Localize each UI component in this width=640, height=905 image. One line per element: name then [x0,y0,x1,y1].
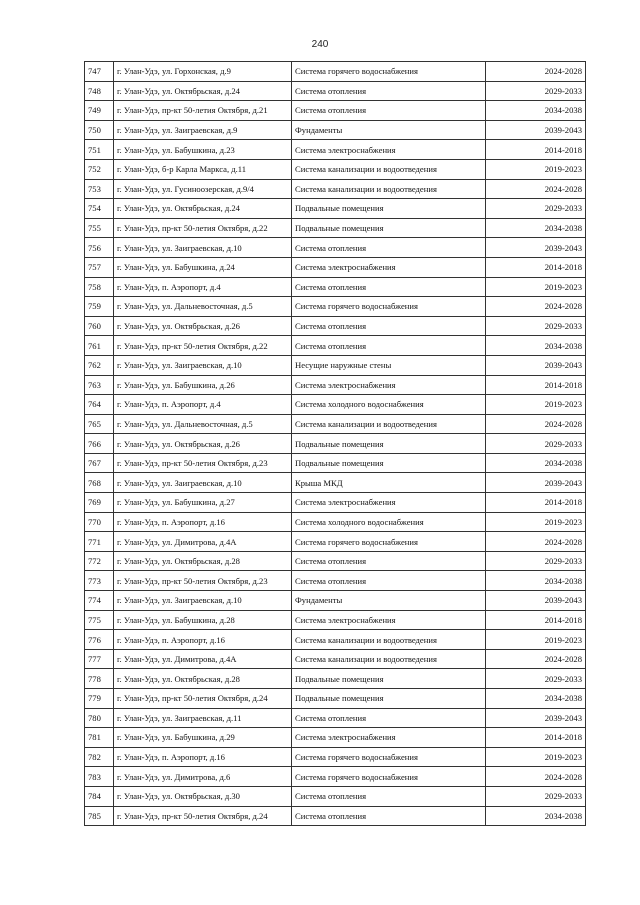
repair-period-cell: 2029-2033 [486,81,586,101]
row-number-cell: 766 [85,434,114,454]
address-cell: г. Улан-Удэ, ул. Дальневосточная, д.5 [114,297,292,317]
row-number-cell: 753 [85,179,114,199]
address-cell: г. Улан-Удэ, ул. Горхонская, д.9 [114,62,292,82]
row-number-cell: 759 [85,297,114,317]
building-system-cell: Система отопления [292,708,486,728]
table-row [85,277,586,297]
repair-period-cell: 2024-2028 [486,179,586,199]
building-system-cell: Система канализации и водоотведения [292,414,486,434]
building-system-cell: Система отопления [292,551,486,571]
address-cell: г. Улан-Удэ, ул. Димитрова, д.6 [114,767,292,787]
building-system-cell: Подвальные помещения [292,218,486,238]
address-cell: г. Улан-Удэ, пр-кт 50-летия Октября, д.23 [114,453,292,473]
building-system-cell: Система горячего водоснабжения [292,62,486,82]
row-number-cell: 780 [85,708,114,728]
row-number-cell: 762 [85,355,114,375]
repair-period-cell: 2034-2038 [486,336,586,356]
table-row [85,610,586,630]
table-row [85,591,586,611]
table-row [85,336,586,356]
row-number-cell: 774 [85,591,114,611]
address-cell: г. Улан-Удэ, п. Аэропорт, д.16 [114,630,292,650]
table-row [85,786,586,806]
row-number-cell: 747 [85,62,114,82]
repair-period-cell: 2014-2018 [486,257,586,277]
address-cell: г. Улан-Удэ, п. Аэропорт, д.4 [114,395,292,415]
repair-period-cell: 2039-2043 [486,120,586,140]
building-system-cell: Система отопления [292,101,486,121]
table-row [85,257,586,277]
table-row [85,159,586,179]
address-cell: г. Улан-Удэ, п. Аэропорт, д.16 [114,747,292,767]
repair-period-cell: 2039-2043 [486,473,586,493]
table-row [85,649,586,669]
repair-period-cell: 2019-2023 [486,277,586,297]
repair-period-cell: 2019-2023 [486,630,586,650]
repair-period-cell: 2014-2018 [486,728,586,748]
address-cell: г. Улан-Удэ, ул. Заиграевская, д.10 [114,473,292,493]
repair-period-cell: 2039-2043 [486,238,586,258]
table-row [85,297,586,317]
building-system-cell: Система отопления [292,316,486,336]
building-system-cell: Система электроснабжения [292,493,486,513]
building-system-cell: Система электроснабжения [292,140,486,160]
address-cell: г. Улан-Удэ, пр-кт 50-летия Октября, д.22 [114,336,292,356]
repair-period-cell: 2024-2028 [486,414,586,434]
building-system-cell: Система электроснабжения [292,610,486,630]
table-row [85,708,586,728]
repair-period-cell: 2024-2028 [486,62,586,82]
row-number-cell: 757 [85,257,114,277]
address-cell: г. Улан-Удэ, п. Аэропорт, д.16 [114,512,292,532]
address-cell: г. Улан-Удэ, ул. Бабушкина, д.28 [114,610,292,630]
row-number-cell: 764 [85,395,114,415]
repair-period-cell: 2034-2038 [486,689,586,709]
table-row [85,473,586,493]
repair-period-cell: 2039-2043 [486,591,586,611]
address-cell: г. Улан-Удэ, ул. Заиграевская, д.11 [114,708,292,728]
table-row [85,238,586,258]
table-row [85,493,586,513]
building-system-cell: Система электроснабжения [292,728,486,748]
table-row [85,355,586,375]
repair-period-cell: 2029-2033 [486,434,586,454]
address-cell: г. Улан-Удэ, ул. Октябрьская, д.28 [114,551,292,571]
row-number-cell: 775 [85,610,114,630]
table-row [85,316,586,336]
building-system-cell: Система канализации и водоотведения [292,159,486,179]
building-system-cell: Система холодного водоснабжения [292,512,486,532]
building-system-cell: Система электроснабжения [292,257,486,277]
building-system-cell: Система отопления [292,81,486,101]
table-row [85,532,586,552]
row-number-cell: 773 [85,571,114,591]
repair-period-cell: 2034-2038 [486,571,586,591]
address-cell: г. Улан-Удэ, ул. Октябрьская, д.30 [114,786,292,806]
row-number-cell: 752 [85,159,114,179]
row-number-cell: 755 [85,218,114,238]
repair-period-cell: 2019-2023 [486,512,586,532]
building-system-cell: Система канализации и водоотведения [292,649,486,669]
address-cell: г. Улан-Удэ, ул. Октябрьская, д.26 [114,316,292,336]
row-number-cell: 765 [85,414,114,434]
building-system-cell: Подвальные помещения [292,434,486,454]
address-cell: г. Улан-Удэ, ул. Бабушкина, д.24 [114,257,292,277]
building-system-cell: Система отопления [292,238,486,258]
row-number-cell: 760 [85,316,114,336]
building-system-cell: Несущие наружные стены [292,355,486,375]
row-number-cell: 784 [85,786,114,806]
building-system-cell: Система отопления [292,336,486,356]
row-number-cell: 769 [85,493,114,513]
address-cell: г. Улан-Удэ, ул. Заиграевская, д.10 [114,238,292,258]
building-system-cell: Система горячего водоснабжения [292,747,486,767]
building-system-cell: Подвальные помещения [292,689,486,709]
row-number-cell: 768 [85,473,114,493]
table-row [85,747,586,767]
address-cell: г. Улан-Удэ, пр-кт 50-летия Октября, д.21 [114,101,292,121]
address-cell: г. Улан-Удэ, ул. Октябрьская, д.24 [114,199,292,219]
repair-period-cell: 2014-2018 [486,610,586,630]
row-number-cell: 777 [85,649,114,669]
repair-period-cell: 2029-2033 [486,551,586,571]
repair-period-cell: 2034-2038 [486,101,586,121]
building-system-cell: Система холодного водоснабжения [292,395,486,415]
table-row [85,101,586,121]
building-system-cell: Система отопления [292,571,486,591]
row-number-cell: 783 [85,767,114,787]
row-number-cell: 778 [85,669,114,689]
row-number-cell: 770 [85,512,114,532]
address-cell: г. Улан-Удэ, ул. Дальневосточная, д.5 [114,414,292,434]
row-number-cell: 761 [85,336,114,356]
building-system-cell: Система канализации и водоотведения [292,179,486,199]
repair-period-cell: 2039-2043 [486,708,586,728]
repair-period-cell: 2029-2033 [486,786,586,806]
row-number-cell: 772 [85,551,114,571]
row-number-cell: 763 [85,375,114,395]
building-system-cell: Подвальные помещения [292,669,486,689]
address-cell: г. Улан-Удэ, пр-кт 50-летия Октября, д.22 [114,218,292,238]
address-cell: г. Улан-Удэ, ул. Октябрьская, д.26 [114,434,292,454]
building-system-cell: Система отопления [292,277,486,297]
table-row [85,453,586,473]
building-system-cell: Система канализации и водоотведения [292,630,486,650]
row-number-cell: 751 [85,140,114,160]
page-number: 240 [311,39,329,50]
document-table-wrapper [84,61,582,826]
table-row [85,199,586,219]
row-number-cell: 785 [85,806,114,826]
address-cell: г. Улан-Удэ, ул. Заиграевская, д.10 [114,591,292,611]
repair-schedule-table [84,61,586,826]
building-system-cell: Фундаменты [292,591,486,611]
building-system-cell: Система горячего водоснабжения [292,767,486,787]
repair-period-cell: 2014-2018 [486,375,586,395]
repair-period-cell: 2034-2038 [486,453,586,473]
row-number-cell: 781 [85,728,114,748]
repair-period-cell: 2019-2023 [486,159,586,179]
table-row [85,630,586,650]
address-cell: г. Улан-Удэ, ул. Димитрова, д.4А [114,532,292,552]
table-row [85,551,586,571]
address-cell: г. Улан-Удэ, пр-кт 50-летия Октября, д.24 [114,689,292,709]
table-row [85,669,586,689]
table-row [85,81,586,101]
row-number-cell: 782 [85,747,114,767]
table-row [85,218,586,238]
repair-period-cell: 2029-2033 [486,199,586,219]
table-row [85,375,586,395]
table-row [85,512,586,532]
repair-period-cell: 2024-2028 [486,767,586,787]
repair-period-cell: 2024-2028 [486,532,586,552]
repair-period-cell: 2019-2023 [486,395,586,415]
repair-period-cell: 2024-2028 [486,297,586,317]
repair-period-cell: 2024-2028 [486,649,586,669]
building-system-cell: Подвальные помещения [292,199,486,219]
address-cell: г. Улан-Удэ, ул. Бабушкина, д.27 [114,493,292,513]
address-cell: г. Улан-Удэ, ул. Заиграевская, д.9 [114,120,292,140]
address-cell: г. Улан-Удэ, ул. Октябрьская, д.28 [114,669,292,689]
building-system-cell: Фундаменты [292,120,486,140]
address-cell: г. Улан-Удэ, ул. Бабушкина, д.26 [114,375,292,395]
row-number-cell: 758 [85,277,114,297]
repair-period-cell: 2014-2018 [486,140,586,160]
address-cell: г. Улан-Удэ, пр-кт 50-летия Октября, д.24 [114,806,292,826]
address-cell: г. Улан-Удэ, ул. Бабушкина, д.29 [114,728,292,748]
table-row [85,767,586,787]
address-cell: г. Улан-Удэ, ул. Димитрова, д.4А [114,649,292,669]
repair-period-cell: 2034-2038 [486,218,586,238]
repair-period-cell: 2019-2023 [486,747,586,767]
address-cell: г. Улан-Удэ, б-р Карла Маркса, д.11 [114,159,292,179]
building-system-cell: Система горячего водоснабжения [292,297,486,317]
table-row [85,571,586,591]
row-number-cell: 767 [85,453,114,473]
address-cell: г. Улан-Удэ, п. Аэропорт, д.4 [114,277,292,297]
building-system-cell: Система электроснабжения [292,375,486,395]
address-cell: г. Улан-Удэ, ул. Заиграевская, д.10 [114,355,292,375]
address-cell: г. Улан-Удэ, ул. Гусиноозерская, д.9/4 [114,179,292,199]
repair-period-cell: 2039-2043 [486,355,586,375]
row-number-cell: 749 [85,101,114,121]
address-cell: г. Улан-Удэ, пр-кт 50-летия Октября, д.23 [114,571,292,591]
table-row [85,140,586,160]
repair-period-cell: 2014-2018 [486,493,586,513]
table-row [85,120,586,140]
building-system-cell: Система отопления [292,806,486,826]
table-body [85,62,586,826]
address-cell: г. Улан-Удэ, ул. Октябрьская, д.24 [114,81,292,101]
address-cell: г. Улан-Удэ, ул. Бабушкина, д.23 [114,140,292,160]
row-number-cell: 748 [85,81,114,101]
row-number-cell: 776 [85,630,114,650]
table-row [85,179,586,199]
row-number-cell: 756 [85,238,114,258]
table-row [85,62,586,82]
table-row [85,689,586,709]
repair-period-cell: 2029-2033 [486,669,586,689]
row-number-cell: 750 [85,120,114,140]
building-system-cell: Система отопления [292,786,486,806]
building-system-cell: Система горячего водоснабжения [292,532,486,552]
table-row [85,395,586,415]
row-number-cell: 754 [85,199,114,219]
table-row [85,434,586,454]
table-row [85,728,586,748]
repair-period-cell: 2029-2033 [486,316,586,336]
table-row [85,414,586,434]
row-number-cell: 771 [85,532,114,552]
row-number-cell: 779 [85,689,114,709]
building-system-cell: Подвальные помещения [292,453,486,473]
table-row [85,806,586,826]
repair-period-cell: 2034-2038 [486,806,586,826]
building-system-cell: Крыша МКД [292,473,486,493]
